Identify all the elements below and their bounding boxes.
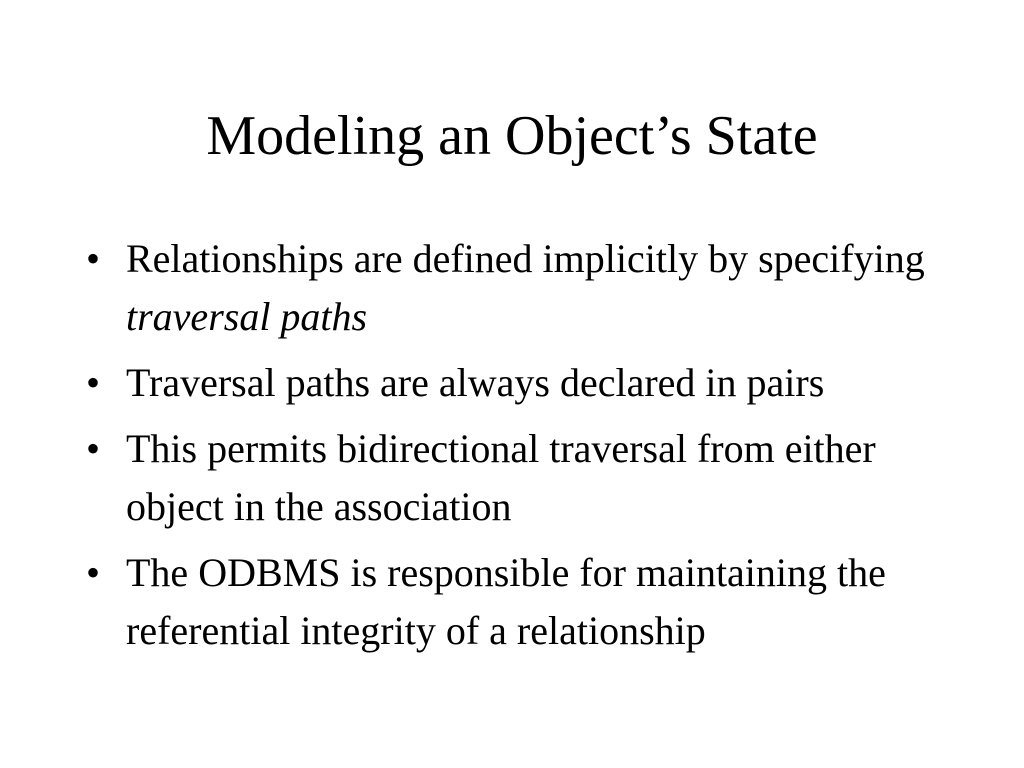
bullet-text: This permits bidirectional traversal from either object in the association <box>126 426 876 529</box>
bullet-icon: • <box>86 426 101 471</box>
bullet-icon: • <box>86 236 101 281</box>
bullet-text: Traversal paths are always declared in pairs <box>126 360 825 405</box>
bullet-item <box>84 230 964 346</box>
bullet-icon: • <box>86 360 101 405</box>
bullet-text: Relationships are defined implicitly by specifying <box>126 236 925 281</box>
slide-title: Modeling an Object’s State <box>206 105 818 167</box>
bullet-text: The ODBMS is responsible for maintaining the referential integrity of a relationship <box>126 550 886 653</box>
bullet-list <box>84 230 964 668</box>
bullet-item <box>84 420 964 536</box>
bullet-emphasis: traversal paths <box>126 294 368 339</box>
bullet-icon: • <box>86 550 101 595</box>
bullet-item <box>84 544 964 660</box>
bullet-item <box>84 354 964 412</box>
